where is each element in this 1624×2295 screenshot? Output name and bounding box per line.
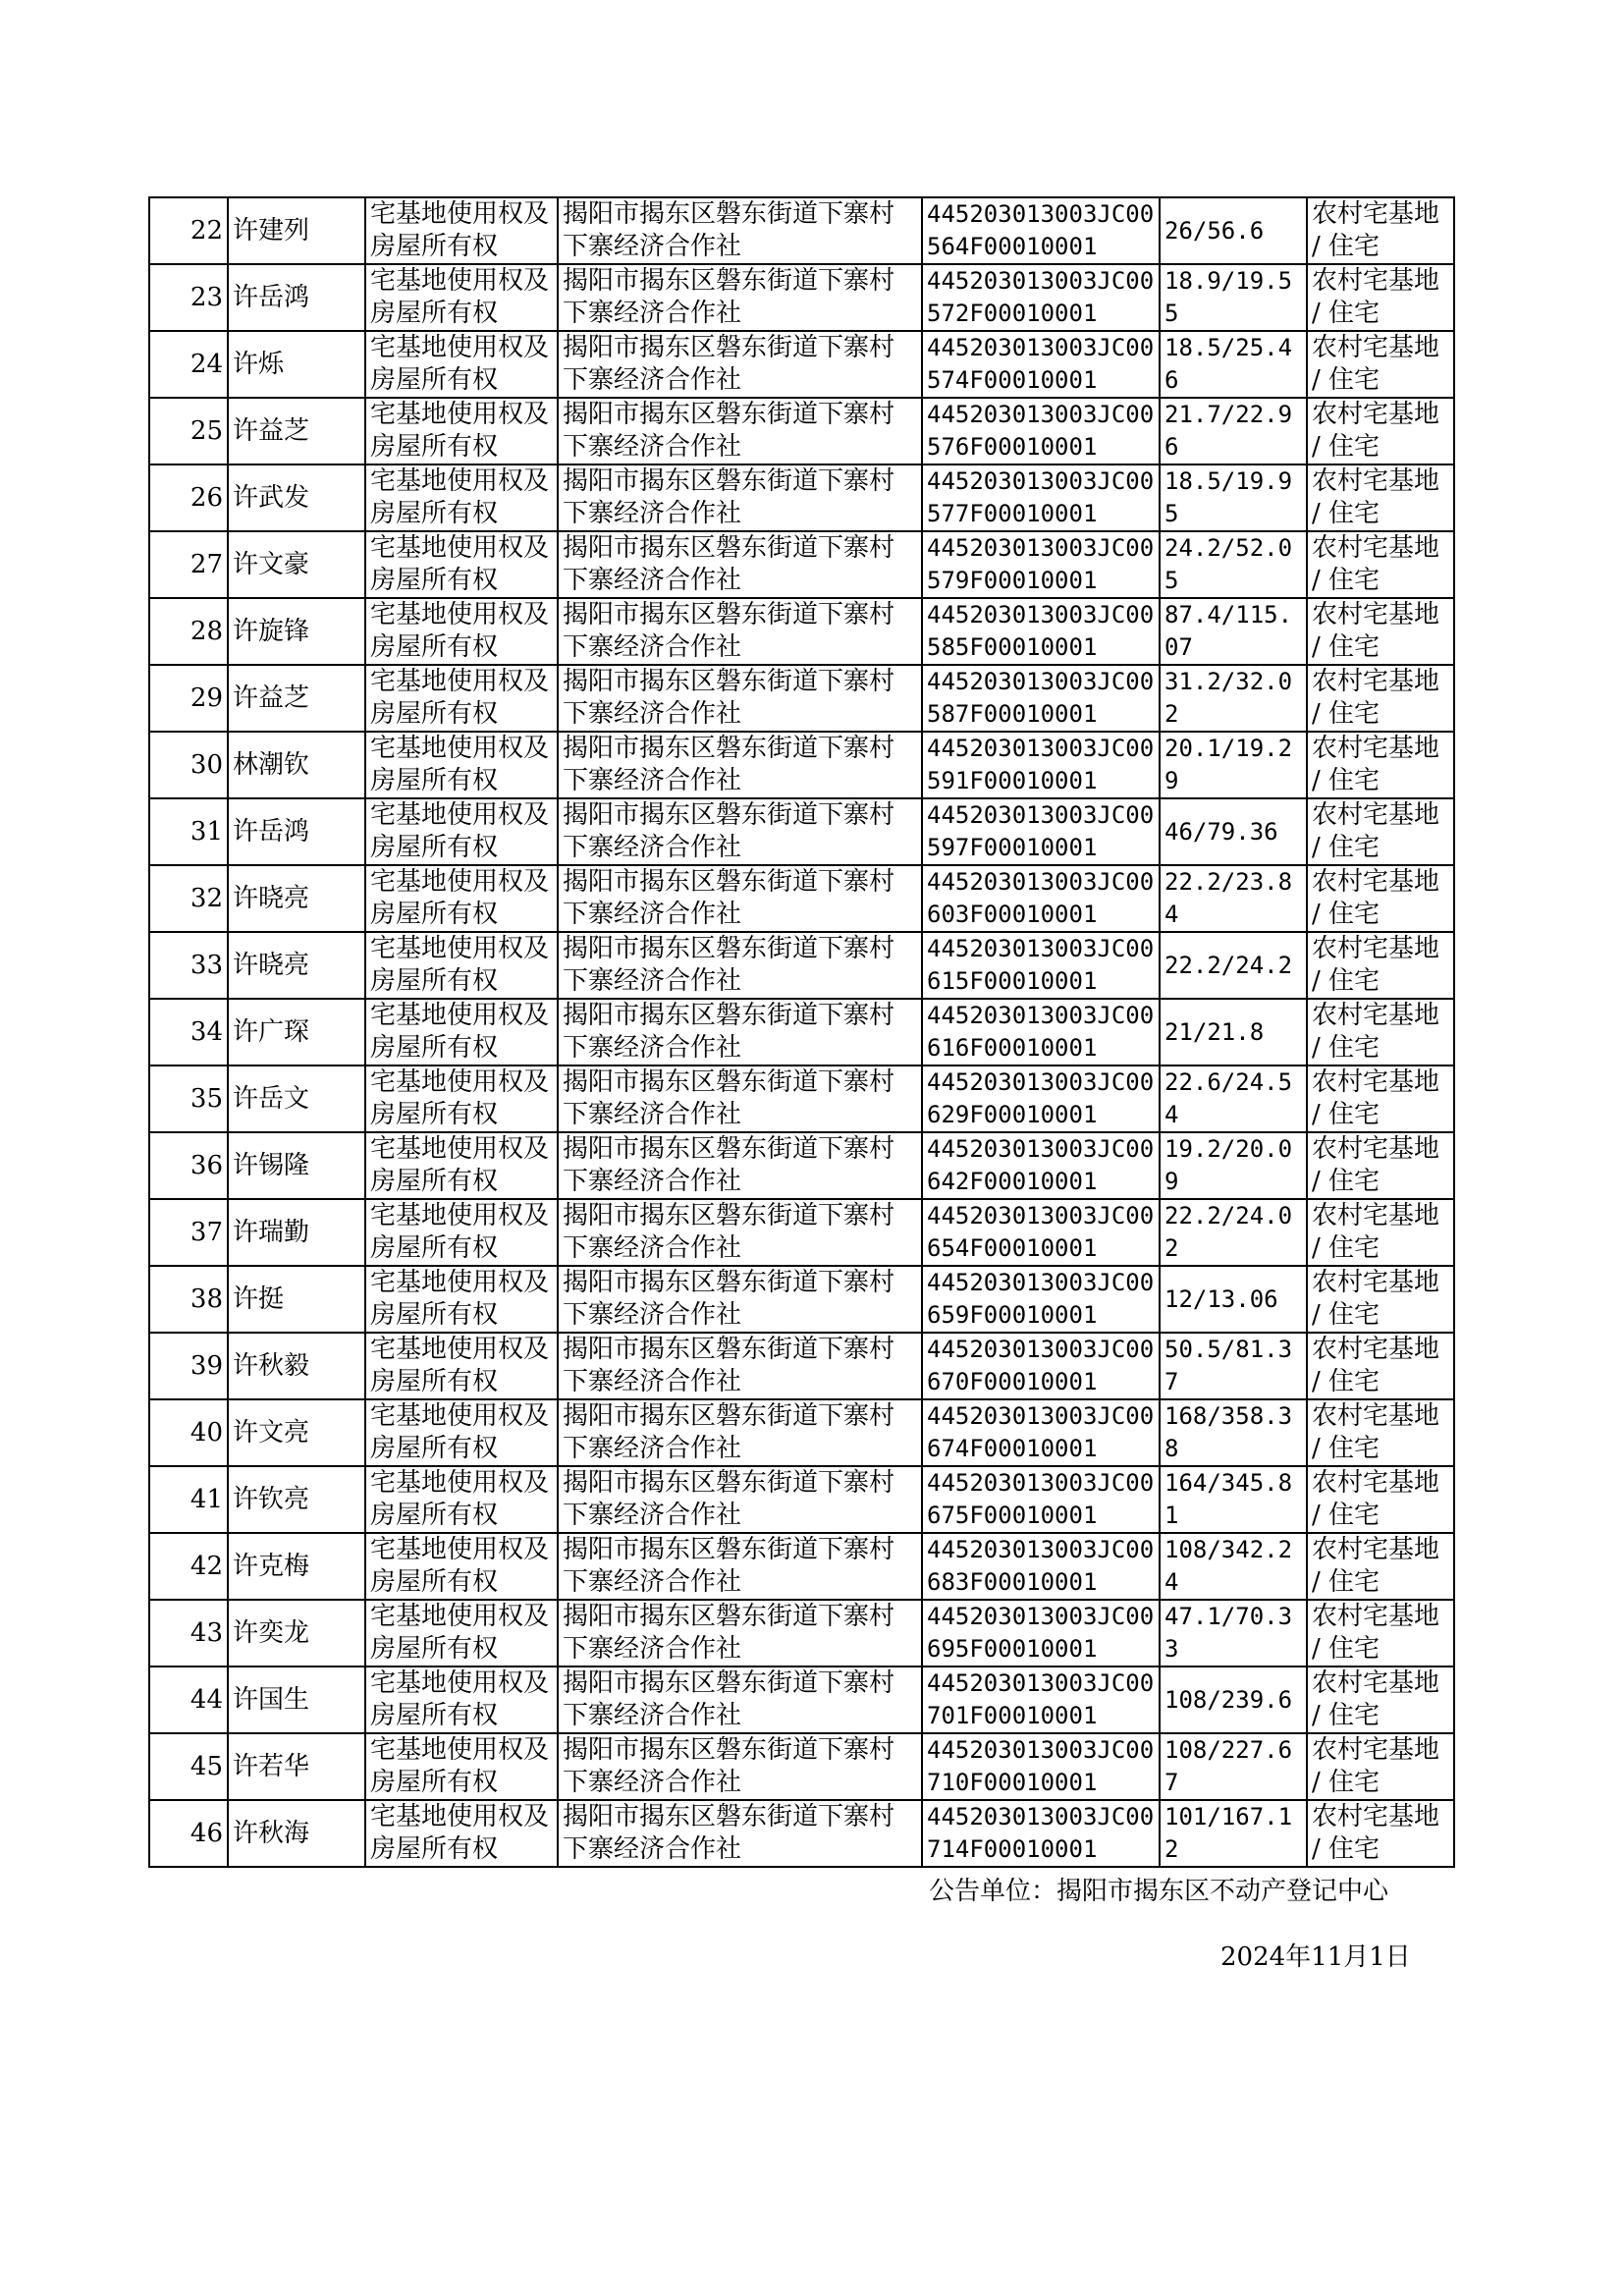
row-number-cell: 40 [149, 1399, 228, 1466]
row-number-cell: 43 [149, 1600, 228, 1667]
usage-cell: 农村宅基地 / 住宅 [1307, 732, 1454, 798]
location-cell: 揭阳市揭东区磐东街道下寨村下寨经济合作社 [558, 1199, 922, 1266]
usage-cell: 农村宅基地 / 住宅 [1307, 665, 1454, 732]
right-type-cell: 宅基地使用权及房屋所有权 [365, 1399, 558, 1466]
location-cell: 揭阳市揭东区磐东街道下寨村下寨经济合作社 [558, 1600, 922, 1667]
usage-cell: 农村宅基地 / 住宅 [1307, 1533, 1454, 1600]
right-type-cell: 宅基地使用权及房屋所有权 [365, 197, 558, 264]
row-number-cell: 29 [149, 665, 228, 732]
right-type-cell: 宅基地使用权及房屋所有权 [365, 1466, 558, 1533]
location-cell: 揭阳市揭东区磐东街道下寨村下寨经济合作社 [558, 1333, 922, 1399]
usage-cell: 农村宅基地 / 住宅 [1307, 932, 1454, 999]
unit-code-cell: 445203013003JC00616F00010001 [922, 999, 1160, 1066]
owner-name-cell: 许若华 [228, 1733, 365, 1800]
registration-table [148, 196, 1455, 1868]
unit-code-cell: 445203013003JC00587F00010001 [922, 665, 1160, 732]
unit-code-cell: 445203013003JC00574F00010001 [922, 331, 1160, 398]
table-row [149, 264, 1454, 331]
owner-name-cell: 许奕龙 [228, 1600, 365, 1667]
owner-name-cell: 许秋毅 [228, 1333, 365, 1399]
usage-cell: 农村宅基地 / 住宅 [1307, 798, 1454, 865]
owner-name-cell: 许锡隆 [228, 1132, 365, 1199]
row-number-cell: 35 [149, 1066, 228, 1132]
location-cell: 揭阳市揭东区磐东街道下寨村下寨经济合作社 [558, 1466, 922, 1533]
area-cell: 18.5/25.46 [1160, 331, 1307, 398]
right-type-cell: 宅基地使用权及房屋所有权 [365, 865, 558, 932]
area-cell: 19.2/20.09 [1160, 1132, 1307, 1199]
right-type-cell: 宅基地使用权及房屋所有权 [365, 598, 558, 665]
row-number-cell: 38 [149, 1266, 228, 1333]
table-row [149, 1333, 1454, 1399]
owner-name-cell: 许益芝 [228, 665, 365, 732]
area-cell: 168/358.38 [1160, 1399, 1307, 1466]
table-row [149, 1733, 1454, 1800]
usage-cell: 农村宅基地 / 住宅 [1307, 1066, 1454, 1132]
right-type-cell: 宅基地使用权及房屋所有权 [365, 531, 558, 598]
right-type-cell: 宅基地使用权及房屋所有权 [365, 798, 558, 865]
owner-name-cell: 许岳鸿 [228, 264, 365, 331]
unit-code-cell: 445203013003JC00714F00010001 [922, 1800, 1160, 1867]
area-cell: 26/56.6 [1160, 197, 1307, 264]
usage-cell: 农村宅基地 / 住宅 [1307, 1733, 1454, 1800]
owner-name-cell: 许武发 [228, 464, 365, 531]
usage-cell: 农村宅基地 / 住宅 [1307, 1132, 1454, 1199]
right-type-cell: 宅基地使用权及房屋所有权 [365, 1733, 558, 1800]
right-type-cell: 宅基地使用权及房屋所有权 [365, 1600, 558, 1667]
usage-cell: 农村宅基地 / 住宅 [1307, 1333, 1454, 1399]
right-type-cell: 宅基地使用权及房屋所有权 [365, 1533, 558, 1600]
owner-name-cell: 许文豪 [228, 531, 365, 598]
location-cell: 揭阳市揭东区磐东街道下寨村下寨经济合作社 [558, 1533, 922, 1600]
owner-name-cell: 许益芝 [228, 398, 365, 464]
usage-cell: 农村宅基地 / 住宅 [1307, 531, 1454, 598]
unit-code-cell: 445203013003JC00591F00010001 [922, 732, 1160, 798]
area-cell: 50.5/81.37 [1160, 1333, 1307, 1399]
right-type-cell: 宅基地使用权及房屋所有权 [365, 1066, 558, 1132]
owner-name-cell: 许广琛 [228, 999, 365, 1066]
row-number-cell: 24 [149, 331, 228, 398]
table-row [149, 798, 1454, 865]
location-cell: 揭阳市揭东区磐东街道下寨村下寨经济合作社 [558, 865, 922, 932]
area-cell: 22.2/24.02 [1160, 1199, 1307, 1266]
row-number-cell: 25 [149, 398, 228, 464]
right-type-cell: 宅基地使用权及房屋所有权 [365, 331, 558, 398]
area-cell: 12/13.06 [1160, 1266, 1307, 1333]
row-number-cell: 34 [149, 999, 228, 1066]
area-cell: 18.9/19.55 [1160, 264, 1307, 331]
location-cell: 揭阳市揭东区磐东街道下寨村下寨经济合作社 [558, 1132, 922, 1199]
usage-cell: 农村宅基地 / 住宅 [1307, 1600, 1454, 1667]
location-cell: 揭阳市揭东区磐东街道下寨村下寨经济合作社 [558, 264, 922, 331]
owner-name-cell: 许文亮 [228, 1399, 365, 1466]
row-number-cell: 46 [149, 1800, 228, 1867]
table-row [149, 598, 1454, 665]
location-cell: 揭阳市揭东区磐东街道下寨村下寨经济合作社 [558, 1800, 922, 1867]
area-cell: 22.2/23.84 [1160, 865, 1307, 932]
unit-code-cell: 445203013003JC00579F00010001 [922, 531, 1160, 598]
right-type-cell: 宅基地使用权及房屋所有权 [365, 1800, 558, 1867]
table-row [149, 1266, 1454, 1333]
unit-code-cell: 445203013003JC00615F00010001 [922, 932, 1160, 999]
table-body [149, 197, 1454, 1867]
owner-name-cell: 许瑞勤 [228, 1199, 365, 1266]
table-row [149, 1199, 1454, 1266]
table-row [149, 1667, 1454, 1733]
unit-code-cell: 445203013003JC00597F00010001 [922, 798, 1160, 865]
location-cell: 揭阳市揭东区磐东街道下寨村下寨经济合作社 [558, 798, 922, 865]
row-number-cell: 36 [149, 1132, 228, 1199]
location-cell: 揭阳市揭东区磐东街道下寨村下寨经济合作社 [558, 1733, 922, 1800]
unit-code-cell: 445203013003JC00710F00010001 [922, 1733, 1160, 1800]
unit-code-cell: 445203013003JC00675F00010001 [922, 1466, 1160, 1533]
row-number-cell: 26 [149, 464, 228, 531]
usage-cell: 农村宅基地 / 住宅 [1307, 331, 1454, 398]
table-row [149, 665, 1454, 732]
location-cell: 揭阳市揭东区磐东街道下寨村下寨经济合作社 [558, 531, 922, 598]
area-cell: 21/21.8 [1160, 999, 1307, 1066]
owner-name-cell: 许旋锋 [228, 598, 365, 665]
usage-cell: 农村宅基地 / 住宅 [1307, 1667, 1454, 1733]
table-row [149, 999, 1454, 1066]
owner-name-cell: 许挺 [228, 1266, 365, 1333]
right-type-cell: 宅基地使用权及房屋所有权 [365, 264, 558, 331]
unit-code-cell: 445203013003JC00674F00010001 [922, 1399, 1160, 1466]
area-cell: 21.7/22.96 [1160, 398, 1307, 464]
table-row [149, 1800, 1454, 1867]
right-type-cell: 宅基地使用权及房屋所有权 [365, 1199, 558, 1266]
usage-cell: 农村宅基地 / 住宅 [1307, 1800, 1454, 1867]
owner-name-cell: 许钦亮 [228, 1466, 365, 1533]
area-cell: 47.1/70.33 [1160, 1600, 1307, 1667]
row-number-cell: 23 [149, 264, 228, 331]
location-cell: 揭阳市揭东区磐东街道下寨村下寨经济合作社 [558, 1399, 922, 1466]
area-cell: 18.5/19.95 [1160, 464, 1307, 531]
usage-cell: 农村宅基地 / 住宅 [1307, 197, 1454, 264]
owner-name-cell: 许烁 [228, 331, 365, 398]
unit-code-cell: 445203013003JC00654F00010001 [922, 1199, 1160, 1266]
location-cell: 揭阳市揭东区磐东街道下寨村下寨经济合作社 [558, 999, 922, 1066]
table-row [149, 1466, 1454, 1533]
table-row [149, 1066, 1454, 1132]
table-row [149, 1132, 1454, 1199]
table-row [149, 1399, 1454, 1466]
location-cell: 揭阳市揭东区磐东街道下寨村下寨经济合作社 [558, 598, 922, 665]
row-number-cell: 42 [149, 1533, 228, 1600]
unit-code-cell: 445203013003JC00572F00010001 [922, 264, 1160, 331]
usage-cell: 农村宅基地 / 住宅 [1307, 598, 1454, 665]
unit-code-cell: 445203013003JC00576F00010001 [922, 398, 1160, 464]
issuer-line: 公告单位：揭阳市揭东区不动产登记中心 [929, 1877, 1389, 1906]
usage-cell: 农村宅基地 / 住宅 [1307, 999, 1454, 1066]
right-type-cell: 宅基地使用权及房屋所有权 [365, 464, 558, 531]
location-cell: 揭阳市揭东区磐东街道下寨村下寨经济合作社 [558, 665, 922, 732]
row-number-cell: 39 [149, 1333, 228, 1399]
location-cell: 揭阳市揭东区磐东街道下寨村下寨经济合作社 [558, 932, 922, 999]
right-type-cell: 宅基地使用权及房屋所有权 [365, 999, 558, 1066]
owner-name-cell: 许国生 [228, 1667, 365, 1733]
unit-code-cell: 445203013003JC00701F00010001 [922, 1667, 1160, 1733]
row-number-cell: 27 [149, 531, 228, 598]
notice-date: 2024年11月1日 [1220, 1942, 1411, 1972]
table-row [149, 398, 1454, 464]
usage-cell: 农村宅基地 / 住宅 [1307, 1399, 1454, 1466]
area-cell: 22.6/24.54 [1160, 1066, 1307, 1132]
area-cell: 31.2/32.02 [1160, 665, 1307, 732]
usage-cell: 农村宅基地 / 住宅 [1307, 398, 1454, 464]
area-cell: 24.2/52.05 [1160, 531, 1307, 598]
table-row [149, 865, 1454, 932]
owner-name-cell: 林潮钦 [228, 732, 365, 798]
row-number-cell: 33 [149, 932, 228, 999]
table-row [149, 1533, 1454, 1600]
unit-code-cell: 445203013003JC00683F00010001 [922, 1533, 1160, 1600]
unit-code-cell: 445203013003JC00585F00010001 [922, 598, 1160, 665]
row-number-cell: 32 [149, 865, 228, 932]
right-type-cell: 宅基地使用权及房屋所有权 [365, 1266, 558, 1333]
unit-code-cell: 445203013003JC00642F00010001 [922, 1132, 1160, 1199]
right-type-cell: 宅基地使用权及房屋所有权 [365, 732, 558, 798]
right-type-cell: 宅基地使用权及房屋所有权 [365, 1667, 558, 1733]
row-number-cell: 44 [149, 1667, 228, 1733]
unit-code-cell: 445203013003JC00695F00010001 [922, 1600, 1160, 1667]
location-cell: 揭阳市揭东区磐东街道下寨村下寨经济合作社 [558, 732, 922, 798]
location-cell: 揭阳市揭东区磐东街道下寨村下寨经济合作社 [558, 1667, 922, 1733]
owner-name-cell: 许岳鸿 [228, 798, 365, 865]
area-cell: 108/227.67 [1160, 1733, 1307, 1800]
area-cell: 164/345.81 [1160, 1466, 1307, 1533]
area-cell: 108/239.6 [1160, 1667, 1307, 1733]
usage-cell: 农村宅基地 / 住宅 [1307, 1266, 1454, 1333]
row-number-cell: 41 [149, 1466, 228, 1533]
table-row [149, 197, 1454, 264]
owner-name-cell: 许岳文 [228, 1066, 365, 1132]
location-cell: 揭阳市揭东区磐东街道下寨村下寨经济合作社 [558, 464, 922, 531]
area-cell: 108/342.24 [1160, 1533, 1307, 1600]
location-cell: 揭阳市揭东区磐东街道下寨村下寨经济合作社 [558, 1066, 922, 1132]
row-number-cell: 37 [149, 1199, 228, 1266]
unit-code-cell: 445203013003JC00603F00010001 [922, 865, 1160, 932]
row-number-cell: 45 [149, 1733, 228, 1800]
location-cell: 揭阳市揭东区磐东街道下寨村下寨经济合作社 [558, 197, 922, 264]
table-row [149, 331, 1454, 398]
area-cell: 20.1/19.29 [1160, 732, 1307, 798]
area-cell: 87.4/115.07 [1160, 598, 1307, 665]
table-row [149, 464, 1454, 531]
location-cell: 揭阳市揭东区磐东街道下寨村下寨经济合作社 [558, 331, 922, 398]
right-type-cell: 宅基地使用权及房屋所有权 [365, 665, 558, 732]
right-type-cell: 宅基地使用权及房屋所有权 [365, 932, 558, 999]
usage-cell: 农村宅基地 / 住宅 [1307, 264, 1454, 331]
owner-name-cell: 许建列 [228, 197, 365, 264]
area-cell: 46/79.36 [1160, 798, 1307, 865]
usage-cell: 农村宅基地 / 住宅 [1307, 1199, 1454, 1266]
row-number-cell: 31 [149, 798, 228, 865]
area-cell: 22.2/24.2 [1160, 932, 1307, 999]
row-number-cell: 30 [149, 732, 228, 798]
table-row [149, 531, 1454, 598]
usage-cell: 农村宅基地 / 住宅 [1307, 1466, 1454, 1533]
owner-name-cell: 许秋海 [228, 1800, 365, 1867]
unit-code-cell: 445203013003JC00629F00010001 [922, 1066, 1160, 1132]
area-cell: 101/167.12 [1160, 1800, 1307, 1867]
table-row [149, 932, 1454, 999]
owner-name-cell: 许晓亮 [228, 932, 365, 999]
usage-cell: 农村宅基地 / 住宅 [1307, 464, 1454, 531]
right-type-cell: 宅基地使用权及房屋所有权 [365, 1333, 558, 1399]
right-type-cell: 宅基地使用权及房屋所有权 [365, 398, 558, 464]
right-type-cell: 宅基地使用权及房屋所有权 [365, 1132, 558, 1199]
owner-name-cell: 许晓亮 [228, 865, 365, 932]
table-row [149, 1600, 1454, 1667]
usage-cell: 农村宅基地 / 住宅 [1307, 865, 1454, 932]
row-number-cell: 22 [149, 197, 228, 264]
unit-code-cell: 445203013003JC00564F00010001 [922, 197, 1160, 264]
location-cell: 揭阳市揭东区磐东街道下寨村下寨经济合作社 [558, 398, 922, 464]
row-number-cell: 28 [149, 598, 228, 665]
table-row [149, 732, 1454, 798]
unit-code-cell: 445203013003JC00577F00010001 [922, 464, 1160, 531]
unit-code-cell: 445203013003JC00659F00010001 [922, 1266, 1160, 1333]
owner-name-cell: 许克梅 [228, 1533, 365, 1600]
location-cell: 揭阳市揭东区磐东街道下寨村下寨经济合作社 [558, 1266, 922, 1333]
unit-code-cell: 445203013003JC00670F00010001 [922, 1333, 1160, 1399]
